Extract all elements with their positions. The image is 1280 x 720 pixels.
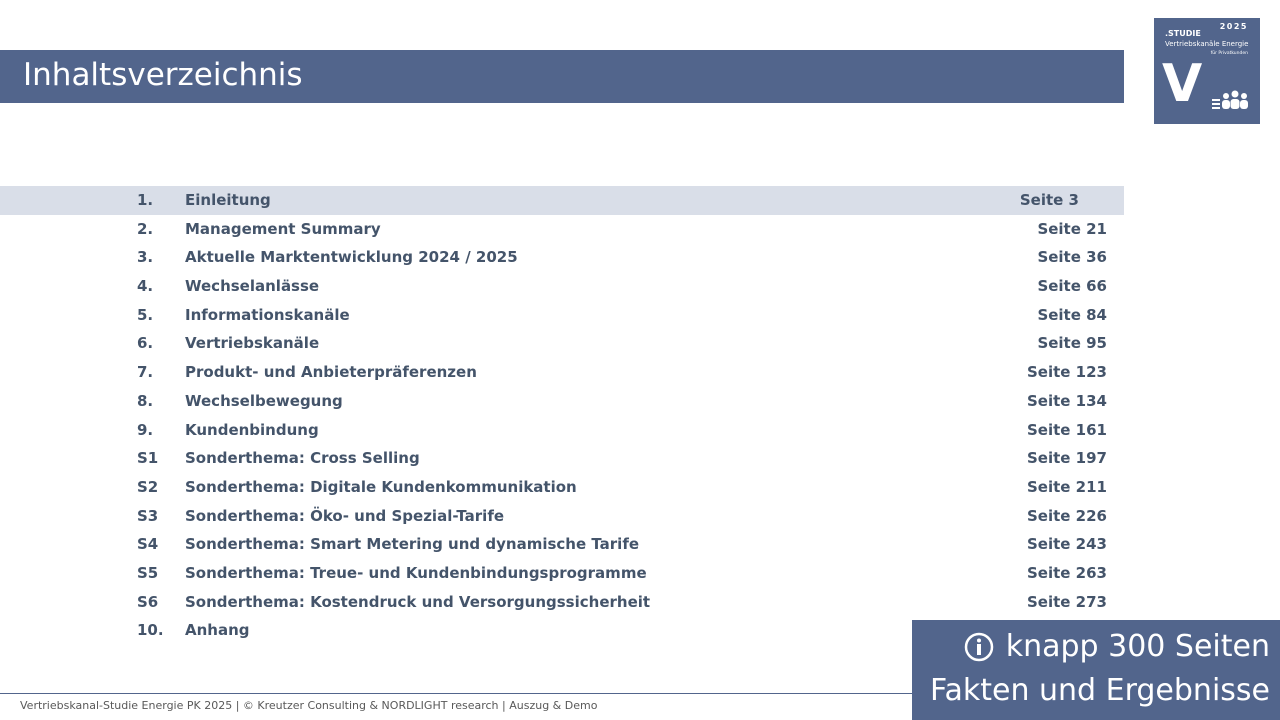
toc-label: Produkt- und Anbieterpräferenzen [185,363,477,382]
toc-row[interactable] [0,559,1124,588]
toc-row[interactable] [0,186,1124,215]
toc-row[interactable] [0,473,1124,502]
toc-page: Seite 161 [1027,420,1107,439]
logo-letter: V [1162,54,1203,114]
toc-row[interactable] [0,387,1124,416]
toc-row[interactable] [0,301,1124,330]
toc-label: Sonderthema: Treue- und Kundenbindungsprogramme [185,563,647,582]
toc-number: 9. [137,420,154,439]
toc-row[interactable] [0,215,1124,244]
toc-page: Seite 3 [1019,191,1079,209]
logo-year: 2025 [1219,22,1248,31]
toc-page: Seite 273 [1027,592,1107,611]
info-icon [964,632,994,662]
logo-studie-label: .STUDIE [1165,29,1201,38]
promo-pages-text: knapp 300 Seiten [1005,629,1270,664]
toc-page: Seite 21 [1037,219,1107,238]
toc-page: Seite 123 [1027,363,1107,382]
toc-label: Aktuelle Marktentwicklung 2024 / 2025 [185,248,518,267]
toc-label: Sonderthema: Smart Metering und dynamische Tarife [185,535,640,554]
toc-number: S6 [137,592,159,611]
page-title: Inhaltsverzeichnis [23,57,303,93]
toc-row[interactable] [0,502,1124,531]
toc-row[interactable] [0,588,1124,617]
toc-label: Sonderthema: Öko- und Spezial-Tarife [185,506,505,525]
promo-line-2: Fakten und Ergebnisse [929,673,1270,708]
toc-number: 8. [137,391,154,410]
toc-row[interactable] [0,358,1124,387]
toc-page: Seite 36 [1037,248,1107,267]
toc-label: Sonderthema: Kostendruck und Versorgungssicherheit [185,592,651,611]
toc-row[interactable] [0,272,1124,301]
toc-number: 4. [137,277,154,296]
footer-text: Vertriebskanal-Studie Energie PK 2025 | © Kreutzer Consulting & NORDLIGHT research | Auszug & Demo [20,699,598,712]
toc-label: Sonderthema: Cross Selling [185,449,420,468]
people-icon [1212,90,1252,110]
toc-number: 7. [137,363,154,382]
promo-box [912,620,1280,720]
footer-divider [0,693,912,694]
toc-page: Seite 66 [1037,277,1107,296]
toc-label: Wechselbewegung [185,391,343,410]
toc-page: Seite 84 [1037,305,1107,324]
promo-line-1 [964,629,1270,664]
toc-number: S4 [137,535,159,554]
title-bar [0,50,1124,103]
toc-label: Einleitung [185,191,271,209]
toc-row[interactable] [0,530,1124,559]
toc-row[interactable] [0,243,1124,272]
toc-number: 3. [137,248,154,267]
logo-subtitle: Vertriebskanäle Energie [1165,40,1249,48]
toc-page: Seite 95 [1037,334,1107,353]
study-logo [1154,18,1260,124]
toc-number: S3 [137,506,159,525]
toc-page: Seite 211 [1027,477,1107,496]
logo-subtitle-small: für Privatkunden [1210,51,1248,56]
toc-number: 5. [137,305,154,324]
toc-number: S5 [137,563,159,582]
toc-label: Kundenbindung [185,420,319,439]
toc-page: Seite 243 [1027,535,1107,554]
toc-page: Seite 197 [1027,449,1107,468]
toc-label: Management Summary [185,219,381,238]
toc-number: S1 [137,449,159,468]
toc-number: 2. [137,219,154,238]
toc-row[interactable] [0,416,1124,445]
toc-row[interactable] [0,444,1124,473]
toc-label: Anhang [185,621,250,640]
toc-row[interactable] [0,329,1124,358]
toc-number: S2 [137,477,159,496]
toc-label: Sonderthema: Digitale Kundenkommunikation [185,477,577,496]
toc-page: Seite 226 [1027,506,1107,525]
toc-page: Seite 263 [1027,563,1107,582]
toc-page: Seite 134 [1027,391,1107,410]
toc-number: 10. [137,621,164,640]
toc-label: Informationskanäle [185,305,350,324]
toc-number: 6. [137,334,154,353]
toc-label: Vertriebskanäle [185,334,320,353]
toc-label: Wechselanlässe [185,277,320,296]
toc-number: 1. [137,191,154,209]
table-of-contents [0,186,1124,645]
